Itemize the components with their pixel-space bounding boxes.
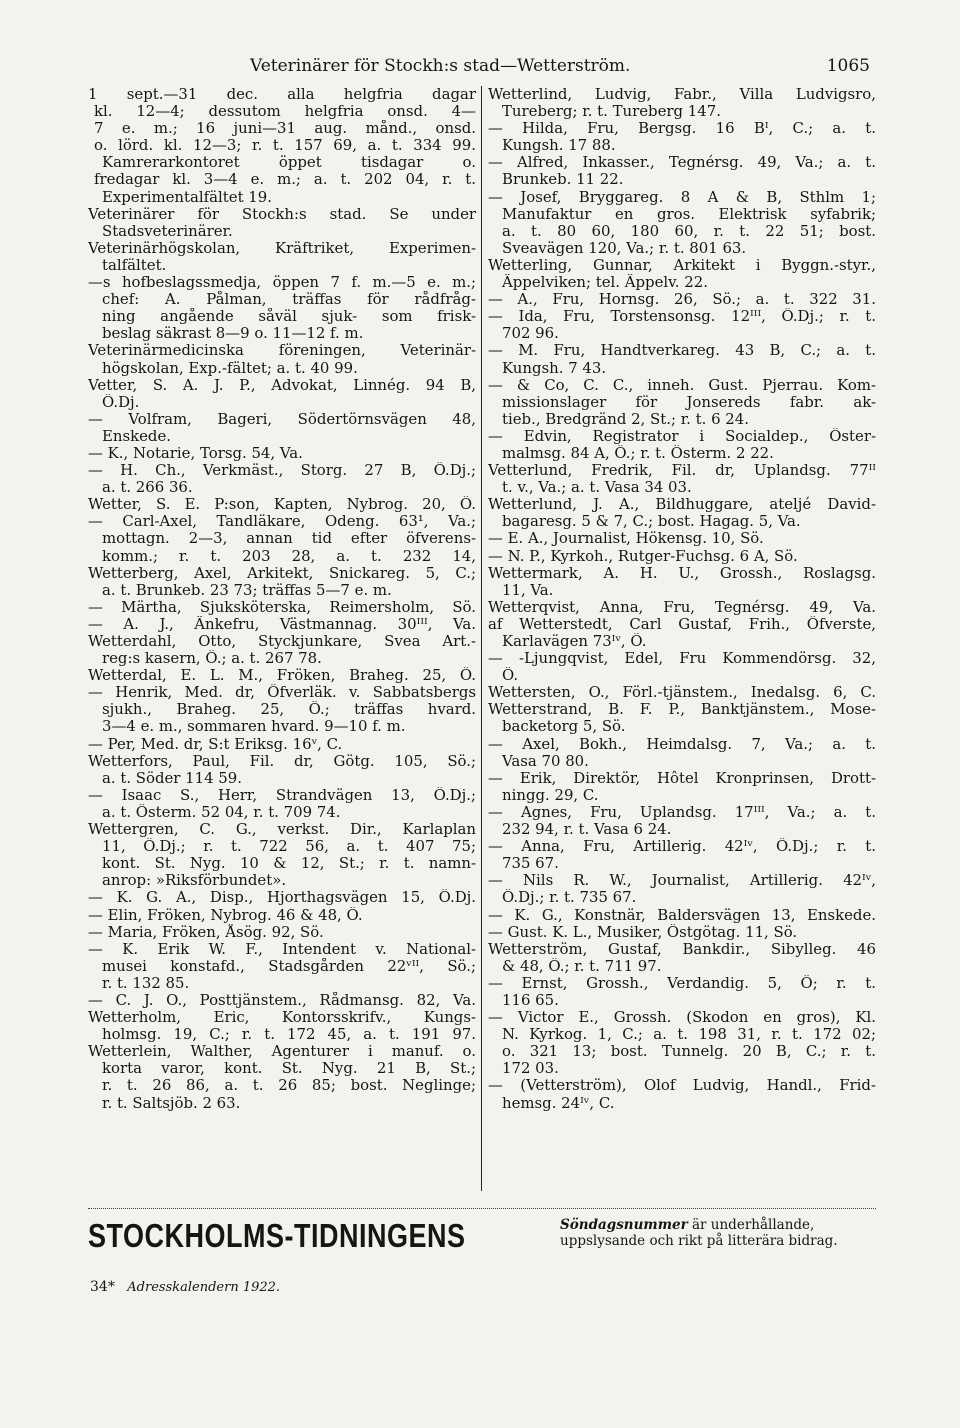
- directory-entry-line: — K. Erik W. F., Intendent v. National-: [88, 940, 476, 958]
- directory-entry-line: o. lörd. kl. 12—3; r. t. 157 69, a. t. 334 99.: [94, 137, 476, 155]
- directory-entry-line: Wetterlind, Ludvig, Fabr., Villa Ludvigsro,: [488, 86, 876, 103]
- directory-entry-line: — Agnes, Fru, Uplandsg. 17ᴵᴵᴵ, Va.; a. t.: [488, 803, 876, 821]
- directory-entry-line: Ö.Dj.: [102, 393, 140, 411]
- directory-entry-line: Wettermark, A. H. U., Grossh., Roslagsg.: [488, 564, 876, 582]
- directory-entry-line: Veterinärhögskolan, Kräftriket, Experimen-: [88, 239, 476, 257]
- directory-entry-line: talfältet.: [102, 256, 167, 274]
- directory-entry-line: Kungsh. 17 88.: [502, 137, 616, 155]
- directory-entry-line: kont. St. Nyg. 10 & 12, St.; r. t. namn-: [102, 855, 476, 873]
- directory-entry-line: — Ernst, Grossh., Verdandig. 5, Ö; r. t.: [488, 974, 876, 992]
- directory-entry-line: 232 94, r. t. Vasa 6 24.: [502, 821, 672, 839]
- directory-entry-line: r. t. Saltsjöb. 2 63.: [102, 1094, 241, 1112]
- directory-entry-line: 1 sept.—31 dec. alla helgfria dagar: [88, 86, 476, 103]
- directory-entry-line: — Nils R. W., Journalist, Artillerig. 42ᴵᵛ,: [488, 872, 876, 890]
- directory-entry-line: — Hilda, Fru, Bergsg. 16 Bᴵ, C.; a. t.: [488, 120, 876, 138]
- directory-entry-line: — Märtha, Sjuksköterska, Reimersholm, Sö.: [88, 598, 476, 616]
- directory-entry-line: a. t. 266 36.: [102, 479, 193, 497]
- directory-entry-line: hemsg. 24ᴵᵛ, C.: [502, 1094, 615, 1112]
- directory-entry-line: korta varor, kont. St. Nyg. 21 B, St.;: [102, 1060, 476, 1078]
- directory-entry-line: a. t. Österm. 52 04, r. t. 709 74.: [102, 803, 341, 821]
- directory-entry-line: Brunkeb. 11 22.: [502, 171, 624, 189]
- directory-entry-line: Wetterberg, Axel, Arkitekt, Snickareg. 5, C.;: [88, 564, 476, 582]
- directory-entry-line: Vetterlund, Fredrik, Fil. dr, Uplandsg. 77ᴵᴵ: [488, 462, 876, 480]
- directory-entry-line: Vetter, S. A. J. P., Advokat, Linnég. 94 B,: [88, 376, 476, 394]
- directory-entry-line: Wetterstrand, B. F. P., Banktjänstem., Mose-: [488, 701, 876, 719]
- directory-entry-line: Wetterfors, Paul, Fil. dr, Götg. 105, Sö.;: [88, 752, 476, 770]
- newspaper-advert: [88, 1208, 876, 1263]
- directory-entry-line: 116 65.: [502, 991, 559, 1009]
- directory-entry-line: Enskede.: [102, 427, 172, 445]
- directory-entry-line: 702 96.: [502, 325, 559, 343]
- directory-entry-line: — Volfram, Bageri, Södertörnsvägen 48,: [88, 410, 476, 428]
- directory-entry-line: musei konstafd., Stadsgården 22ᵛᴵᴵ, Sö.;: [102, 957, 476, 975]
- directory-entry-line: Kungsh. 7 43.: [502, 359, 607, 377]
- directory-entry-line: N. Kyrkog. 1, C.; a. t. 198 31, r. t. 172 02;: [502, 1026, 876, 1044]
- page-number: 1065: [826, 56, 870, 76]
- directory-entry-line: 11, Ö.Dj.; r. t. 722 56, a. t. 407 75;: [102, 838, 476, 856]
- directory-entry-line: komm.; r. t. 203 28, a. t. 232 14,: [102, 547, 476, 565]
- directory-entry-line: o. 321 13; bost. Tunnelg. 20 B, C.; r. t.: [502, 1043, 876, 1061]
- advert-text: är underhållande, uppslysande och rikt på litterära bidrag.: [560, 1217, 838, 1249]
- directory-entry-line: — Alfred, Inkasser., Tegnérsg. 49, Va.; a. t.: [488, 154, 876, 172]
- directory-entry-line: a. t. Söder 114 59.: [102, 769, 242, 787]
- directory-entry-line: — Carl-Axel, Tandläkare, Odeng. 63¹, Va.;: [88, 513, 476, 531]
- directory-entry-line: reg:s kasern, Ö.; a. t. 267 78.: [102, 650, 322, 668]
- directory-entry-line: — K., Notarie, Torsg. 54, Va.: [88, 444, 303, 462]
- directory-entry-line: Äppelviken; tel. Äppelv. 22.: [502, 274, 708, 292]
- directory-entry-line: Wettersten, O., Förl.-tjänstem., Inedalsg. 6, C.: [488, 684, 876, 702]
- directory-entry-line: — Axel, Bokh., Heimdalsg. 7, Va.; a. t.: [488, 735, 876, 753]
- directory-entry-line: — & Co, C. C., inneh. Gust. Pjerrau. Kom-: [488, 376, 876, 394]
- directory-entry-line: chef: A. Pålman, träffas för rådfråg-: [102, 291, 476, 309]
- directory-entry-line: Wetterlund, J. A., Bildhuggare, ateljé David-: [488, 496, 876, 514]
- directory-entry-line: malmsg. 84 A, Ö.; r. t. Österm. 2 22.: [502, 444, 774, 462]
- directory-entry-line: holmsg. 19, C.; r. t. 172 45, a. t. 191 97.: [102, 1026, 476, 1044]
- directory-entry-line: a. t. 80 60, 180 60, r. t. 22 51; bost.: [502, 222, 876, 240]
- directory-entry-line: — E. A., Journalist, Hökensg. 10, Sö.: [488, 530, 764, 548]
- directory-entry-line: 172 03.: [502, 1060, 559, 1078]
- directory-entry-line: Wetterdal, E. L. M., Fröken, Braheg. 25, Ö.: [88, 667, 476, 685]
- directory-entry-line: — C. J. O., Posttjänstem., Rådmansg. 82, Va.: [88, 991, 476, 1009]
- directory-entry-line: Tureberg; r. t. Tureberg 147.: [502, 103, 721, 121]
- directory-entry-line: Sveavägen 120, Va.; r. t. 801 63.: [502, 239, 747, 257]
- directory-entry-line: Veterinärer för Stockh:s stad. Se under: [88, 205, 476, 223]
- advert-tagline: [560, 1217, 880, 1249]
- directory-entry-line: Wetterholm, Eric, Kontorsskrifv., Kungs-: [88, 1009, 476, 1027]
- directory-entry-line: — Erik, Direktör, Hôtel Kronprinsen, Drott-: [488, 769, 876, 787]
- directory-entry-line: fredagar kl. 3—4 e. m.; a. t. 202 04, r. t.: [94, 171, 476, 189]
- directory-columns: [88, 86, 876, 1191]
- running-title: Veterinärer för Stockh:s stad—Wetterström.: [250, 56, 631, 76]
- directory-entry-line: Wetterlein, Walther, Agenturer i manuf. o.: [88, 1043, 476, 1061]
- sheet-mark: 34*: [90, 1279, 115, 1295]
- directory-entry-line: Kamrerarkontoret öppet tisdagar o.: [102, 154, 476, 172]
- directory-entry-line: r. t. 26 86, a. t. 26 85; bost. Neglinge;: [102, 1077, 476, 1095]
- catalogue-name: Adresskalendern 1922.: [127, 1280, 281, 1295]
- directory-entry-line: — Gust. K. L., Musiker, Östgötag. 11, Sö.: [488, 923, 798, 941]
- page-header: [90, 56, 870, 82]
- directory-entry-line: Ö.Dj.; r. t. 735 67.: [502, 889, 637, 907]
- directory-entry-line: beslag säkrast 8—9 o. 11—12 f. m.: [102, 325, 364, 343]
- directory-entry-line: Wetterling, Gunnar, Arkitekt i Byggn.-styr.,: [488, 256, 876, 274]
- directory-entry-line: Vasa 70 80.: [502, 752, 589, 770]
- directory-entry-line: — Anna, Fru, Artillerig. 42ᴵᵛ, Ö.Dj.; r. t.: [488, 838, 876, 856]
- directory-entry-line: — K. G., Konstnär, Baldersvägen 13, Enskede.: [488, 906, 876, 924]
- directory-entry-line: — K. G. A., Disp., Hjorthagsvägen 15, Ö.Dj.: [88, 889, 476, 907]
- directory-entry-line: backetorg 5, Sö.: [502, 718, 626, 736]
- directory-entry-line: tieb., Bredgränd 2, St.; r. t. 6 24.: [502, 410, 749, 428]
- directory-entry-line: — Josef, Bryggareg. 8 A & B, Sthlm 1;: [488, 188, 876, 206]
- directory-entry-line: —s hofbeslagssmedja, öppen 7 f. m.—5 e. m.;: [88, 274, 476, 292]
- directory-entry-line: — Isaac S., Herr, Strandvägen 13, Ö.Dj.;: [88, 786, 476, 804]
- directory-entry-line: Ö.: [502, 667, 519, 685]
- directory-entry-line: — Per, Med. dr, S:t Eriksg. 16ᵛ, C.: [88, 735, 343, 753]
- directory-entry-line: 11, Va.: [502, 581, 554, 599]
- right-column: [482, 86, 876, 1191]
- directory-entry-line: missionslager för Jonsereds fabr. ak-: [502, 393, 876, 411]
- directory-entry-line: 7 e. m.; 16 juni—31 aug. månd., onsd.: [94, 120, 476, 138]
- directory-entry-line: — -Ljungqvist, Edel, Fru Kommendörsg. 32,: [488, 650, 876, 668]
- directory-entry-line: — Edvin, Registrator i Socialdep., Öster-: [488, 427, 876, 445]
- directory-entry-line: bagaresg. 5 & 7, C.; bost. Hagag. 5, Va.: [502, 513, 801, 531]
- directory-entry-line: Wetterström, Gustaf, Bankdir., Sibylleg. 46: [488, 940, 876, 958]
- directory-entry-line: — (Vetterström), Olof Ludvig, Handl., Frid-: [488, 1077, 876, 1095]
- directory-entry-line: 735 67.: [502, 855, 559, 873]
- directory-entry-line: — Victor E., Grossh. (Skodon en gros), Kl.: [488, 1009, 876, 1027]
- directory-entry-line: Veterinärmedicinska föreningen, Veterinär-: [88, 342, 476, 360]
- directory-entry-line: r. t. 132 85.: [102, 974, 190, 992]
- directory-entry-line: & 48, Ö.; r. t. 711 97.: [502, 957, 662, 975]
- directory-entry-line: Wetterqvist, Anna, Fru, Tegnérsg. 49, Va.: [488, 598, 876, 616]
- directory-entry-line: — H. Ch., Verkmäst., Storg. 27 B, Ö.Dj.;: [88, 462, 476, 480]
- directory-entry-line: — Henrik, Med. dr, Öfverläk. v. Sabbatsbergs: [88, 684, 476, 702]
- directory-entry-line: Karlavägen 73ᴵᵛ, Ö.: [502, 633, 647, 650]
- left-column: [88, 86, 482, 1191]
- directory-entry-line: Wetterdahl, Otto, Styckjunkare, Svea Art.-: [88, 633, 476, 650]
- directory-entry-line: ning angående såväl sjuk- som frisk-: [102, 308, 476, 326]
- directory-entry-line: Wettergren, C. G., verkst. Dir., Karlaplan: [88, 821, 476, 839]
- directory-entry-line: t. v., Va.; a. t. Vasa 34 03.: [502, 479, 692, 497]
- directory-entry-line: sjukh., Braheg. 25, Ö.; träffas hvard.: [102, 701, 476, 719]
- directory-entry-line: anrop: »Riksförbundet».: [102, 872, 287, 890]
- directory-entry-line: högskolan, Exp.-fältet; a. t. 40 99.: [102, 359, 358, 377]
- directory-entry-line: Experimentalfältet 19.: [102, 188, 272, 206]
- directory-entry-line: Manufaktur en gros. Elektrisk syfabrik;: [502, 205, 876, 223]
- directory-entry-line: — Ida, Fru, Torstensonsg. 12ᴵᴵᴵ, Ö.Dj.; r. t.: [488, 308, 876, 326]
- directory-entry-line: ningg. 29, C.: [502, 786, 599, 804]
- directory-entry-line: — Elin, Fröken, Nybrog. 46 & 48, Ö.: [88, 906, 363, 924]
- advert-brand: STOCKHOLMS-TIDNINGENS: [88, 1217, 466, 1255]
- directory-entry-line: a. t. Brunkeb. 23 73; träffas 5—7 e. m.: [102, 581, 392, 599]
- directory-entry-line: — M. Fru, Handtverkareg. 43 B, C.; a. t.: [488, 342, 876, 360]
- directory-entry-line: 3—4 e. m., sommaren hvard. 9—10 f. m.: [102, 718, 406, 736]
- directory-entry-line: mottagn. 2—3, annan tid efter öfverens-: [102, 530, 476, 548]
- directory-entry-line: — Maria, Fröken, Åsög. 92, Sö.: [88, 923, 324, 941]
- advert-emphasis: Söndagsnummer: [560, 1217, 688, 1233]
- directory-entry-line: af Wetterstedt, Carl Gustaf, Frih., Öfverste,: [488, 615, 876, 633]
- directory-entry-line: — A. J., Änkefru, Västmannag. 30ᴵᴵᴵ, Va.: [88, 615, 476, 633]
- directory-entry-line: — N. P., Kyrkoh., Rutger-Fuchsg. 6 A, Sö.: [488, 547, 798, 565]
- page-footer: [90, 1279, 280, 1295]
- directory-entry-line: Stadsveterinärer.: [102, 222, 233, 240]
- directory-entry-line: — A., Fru, Hornsg. 26, Sö.; a. t. 322 31.: [488, 291, 876, 309]
- directory-entry-line: kl. 12—4; dessutom helgfria onsd. 4—: [94, 103, 476, 121]
- directory-entry-line: Wetter, S. E. P:son, Kapten, Nybrog. 20, Ö.: [88, 496, 476, 514]
